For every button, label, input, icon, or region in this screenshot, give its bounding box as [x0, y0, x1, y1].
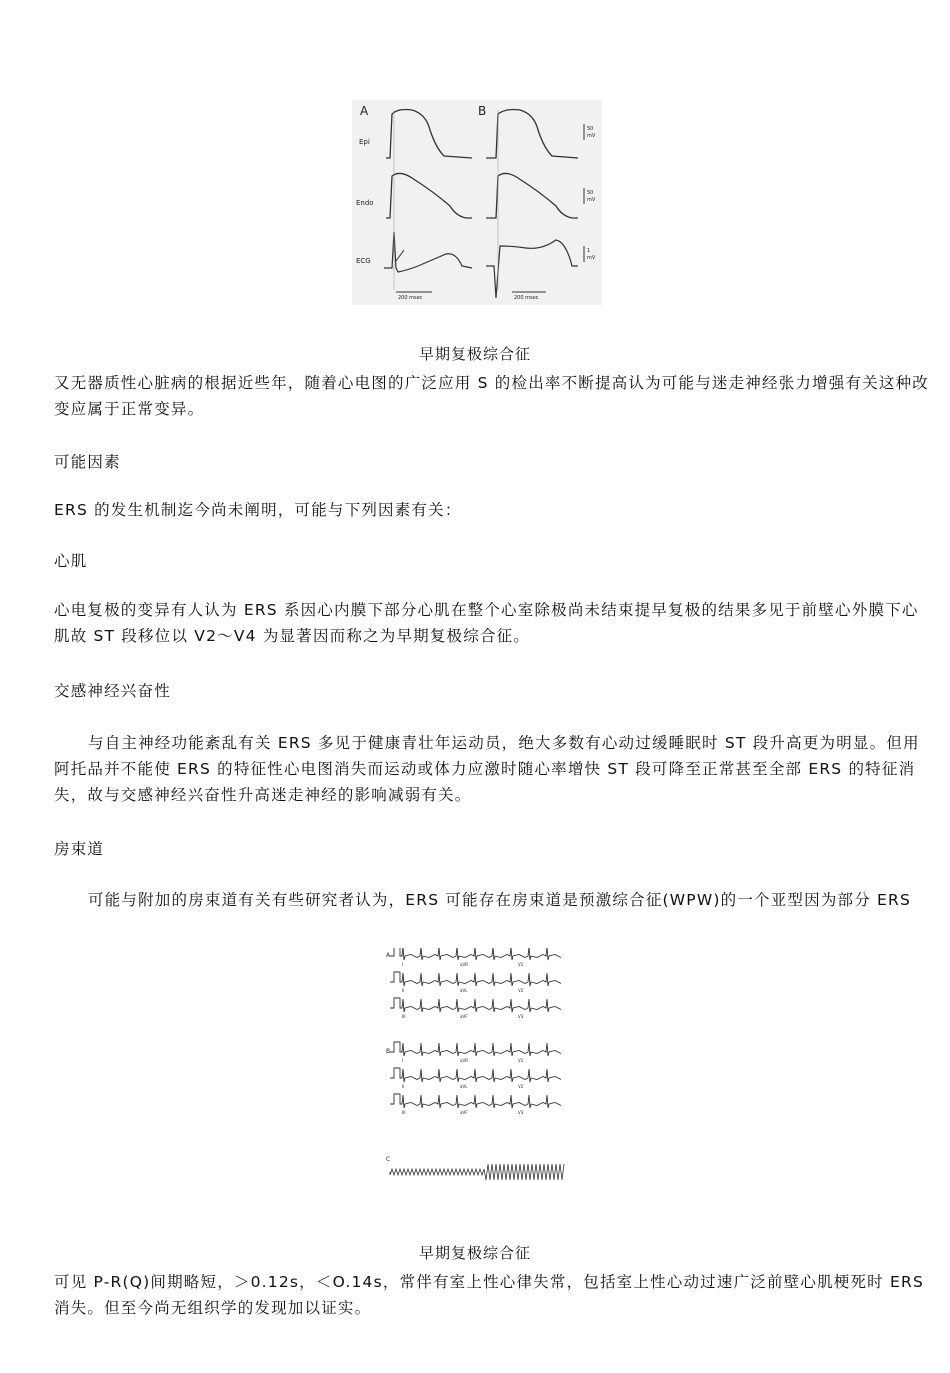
ecg-lead-label: I	[402, 962, 404, 967]
paragraph-myocardium: 心电复极的变异有人认为 ERS 系因心内膜下部分心肌在整个心室除极尚未结束提早复极的结果多见于前壁心外膜下心肌故 ST 段移位以 V2～V4 为显著因而称之为早期复极综合征。	[54, 601, 919, 645]
panel-label-b: B	[478, 104, 487, 118]
figure1-caption: 早期复极综合征	[418, 345, 531, 363]
ecg-strip-trace	[390, 998, 561, 1012]
ecg-lead-label: II	[402, 1084, 405, 1089]
ecg-lead-label: V1	[518, 1058, 524, 1063]
figure-action-potentials	[352, 100, 602, 305]
row-label-epi: Epi	[359, 138, 370, 146]
ecg-lead-label: V1	[518, 962, 524, 967]
ecg-lead-label: V2	[518, 988, 524, 993]
time-scale-label-a: 200 msec	[398, 295, 423, 301]
paragraph-mechanism: ERS 的发生机制迄今尚未阐明，可能与下列因素有关：	[54, 501, 462, 519]
row-label-endo: Endo	[356, 199, 374, 207]
voltage-scale-value-epi: 50	[587, 126, 594, 132]
voltage-scale-value-endo: 50	[587, 190, 594, 196]
figure-ecg-strips	[384, 948, 574, 1193]
ecg-strip-trace	[390, 1094, 561, 1108]
ecg-lead-label: aVR	[460, 1058, 468, 1063]
heading-possible-factors: 可能因素	[54, 453, 121, 471]
ecg-lead-label: aVF	[460, 1110, 468, 1115]
voltage-scale-unit-endo: mV	[587, 197, 596, 203]
ecg-strip-group	[390, 948, 564, 1180]
time-scale-label-b: 200 msec	[514, 295, 539, 301]
heading-atriofascicular: 房束道	[54, 840, 105, 858]
ecg-strips-diagram	[384, 948, 574, 1193]
voltage-scale-unit-ecg: mV	[587, 255, 596, 261]
ecg-strip-trace	[390, 1042, 561, 1056]
ecg-lead-label: V2	[518, 1084, 524, 1089]
heading-myocardium: 心肌	[54, 552, 88, 570]
ecg-lead-label: V3	[518, 1110, 524, 1115]
group-label-a: A	[386, 952, 391, 959]
paragraph-intro: 又无器质性心脏病的根据近些年，随着心电图的广泛应用 S 的检出率不断提高认为可能与迷走神经张力增强有关这种改变应属于正常变异。	[54, 374, 929, 418]
panel-label-a: A	[360, 104, 369, 118]
paragraph-atriofascicular: 可能与附加的房束道有关有些研究者认为，ERS 可能存在房束道是预激综合征(WPW)的一个亚型因为部分 ERS	[88, 891, 912, 909]
paragraph-pr-interval: 可见 P-R(Q)间期略短，＞0.12s，＜O.14s，常伴有室上性心律失常，包括室上性心动过速广泛前壁心肌梗死时 ERS 消失。但至今尚无组织学的发现加以证实。	[54, 1273, 925, 1317]
row-label-ecg: ECG	[356, 257, 371, 265]
heading-sympathetic: 交感神经兴奋性	[54, 682, 171, 700]
paragraph-sympathetic: 与自主神经功能紊乱有关 ERS 多见于健康青壮年运动员，绝大多数有心动过缓睡眠时 ST 段升高更为明显。但用阿托品并不能使 ERS 的特征性心电图消失而运动或体力应激时随心率增快 ST 段可降至正常甚至全部 ERS 的特征消失，故与交感神经兴奋性升高迷走神经的影响减弱有关。	[54, 734, 920, 804]
ecg-lead-label: III	[402, 1014, 406, 1019]
group-label-c: C	[386, 1156, 391, 1163]
ecg-lead-label: aVL	[460, 988, 468, 993]
group-label-b: B	[386, 1048, 391, 1055]
voltage-scale-value-ecg: 1	[587, 248, 591, 254]
ecg-lead-label: III	[402, 1110, 406, 1115]
ecg-lead-label: aVL	[460, 1084, 468, 1089]
figure2-caption: 早期复极综合征	[418, 1244, 531, 1262]
ecg-strip-trace	[390, 972, 561, 986]
ecg-lead-label: I	[402, 1058, 404, 1063]
voltage-scale-unit-epi: mV	[587, 133, 596, 139]
rhythm-strip-trace	[390, 1164, 564, 1180]
action-potential-diagram	[352, 100, 602, 305]
ecg-lead-label: aVF	[460, 1014, 468, 1019]
ecg-lead-label: V3	[518, 1014, 524, 1019]
ecg-lead-label: II	[402, 988, 405, 993]
ecg-strip-trace	[390, 948, 561, 960]
ecg-lead-label: aVR	[460, 962, 468, 967]
ecg-strip-trace	[390, 1068, 561, 1082]
